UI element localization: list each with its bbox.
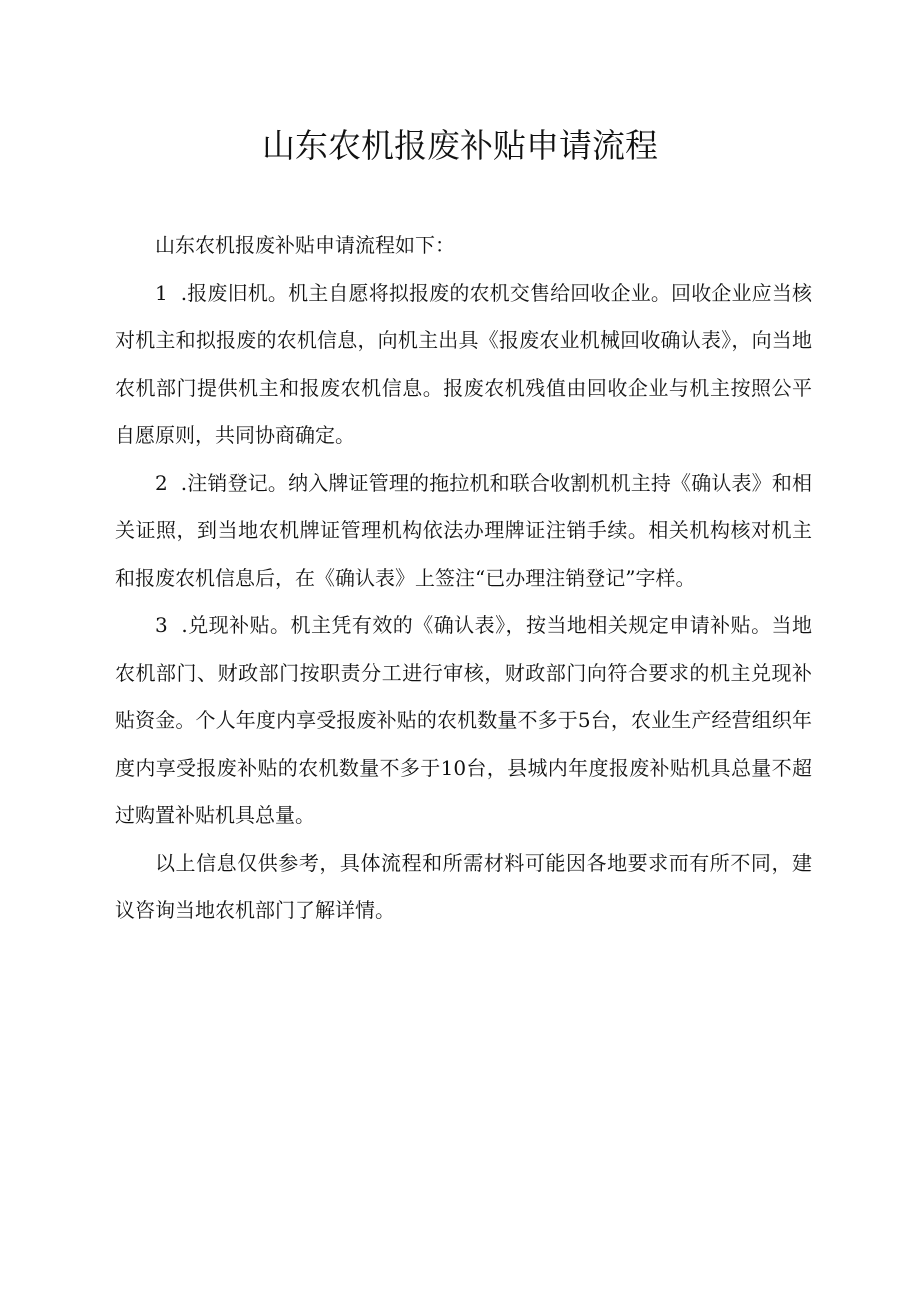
step-number: 3 — [155, 613, 168, 637]
step-text: .注销登记。纳入牌证管理的拖拉机和联合收割机机主持《确认表》和相关证照，到当地农机牌证管理机构依法办理牌证注销手续。相关机构核对机主和报废农机信息后，在《确认表》上签注“已办理注销登记”字样。 — [115, 470, 812, 590]
step-paragraph-1 — [115, 270, 812, 460]
step-paragraph-2 — [115, 460, 812, 603]
step-text: .兑现补贴。机主凭有效的《确认表》，按当地相关规定申请补贴。当地农机部门、财政部门按职责分工进行审核，财政部门向符合要求的机主兑现补贴资金。个人年度内享受报废补贴的农机数量不多于5台，农业生产经营组织年度内享受报废补贴的农机数量不多于10台，县城内年度报废补贴机具总量不超过购置补贴机具总量。 — [115, 613, 812, 827]
step-number: 1 — [155, 280, 168, 305]
document-body — [115, 222, 812, 935]
step-paragraph-3 — [115, 602, 812, 840]
page-title: 山东农机报废补贴申请流程 — [262, 126, 658, 165]
step-number: 2 — [155, 470, 168, 495]
intro-paragraph: 山东农机报废补贴申请流程如下： — [155, 233, 455, 257]
step-text: .报废旧机。机主自愿将拟报废的农机交售给回收企业。回收企业应当核对机主和拟报废的农机信息，向机主出具《报废农业机械回收确认表》，向当地农机部门提供机主和报废农机信息。报废农机残值由回收企业与机主按照公平自愿原则，共同协商确定。 — [115, 280, 812, 447]
closing-paragraph: 以上信息仅供参考，具体流程和所需材料可能因各地要求而有所不同，建议咨询当地农机部门了解详情。 — [115, 850, 812, 922]
